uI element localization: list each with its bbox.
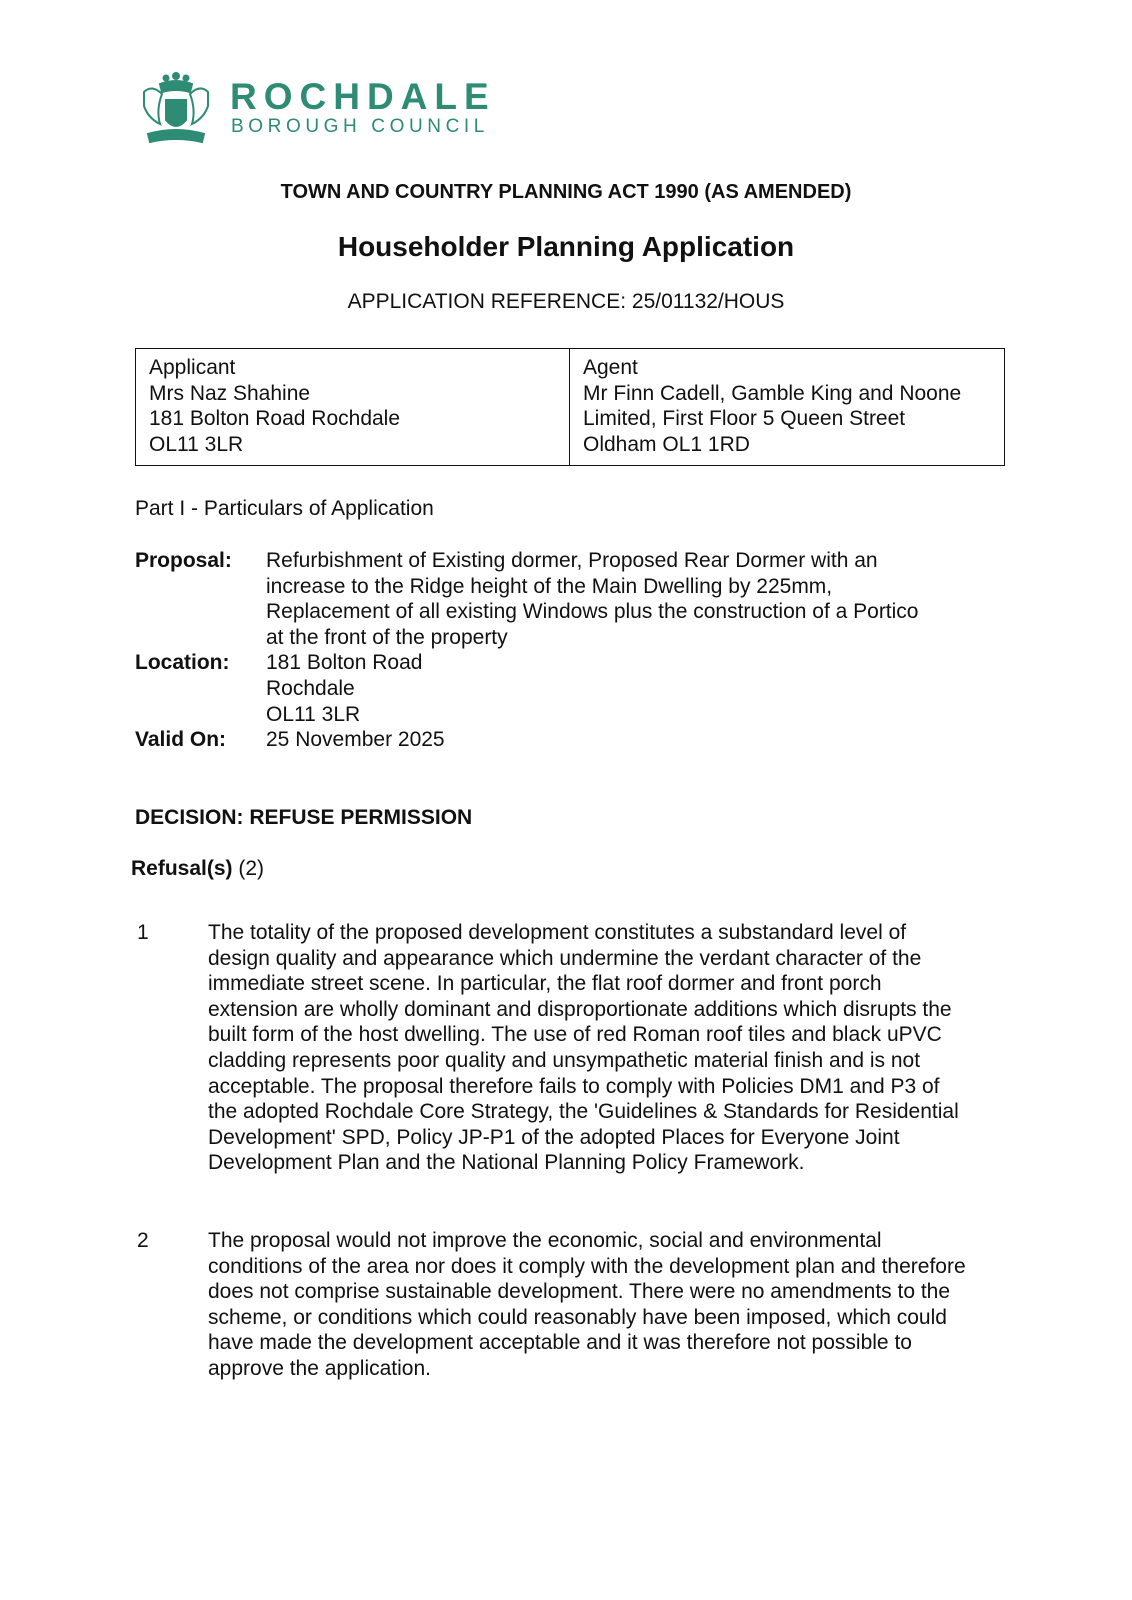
location-line: 181 Bolton Road	[266, 651, 423, 675]
logo-subtitle: BOROUGH COUNCIL	[231, 116, 489, 137]
proposal-label: Proposal:	[135, 549, 232, 572]
council-crest-logo	[140, 70, 212, 146]
agent-line: Limited, First Floor 5 Queen Street	[583, 407, 906, 431]
refusals-label: Refusal(s)	[131, 857, 233, 880]
act-heading: TOWN AND COUNTRY PLANNING ACT 1990 (AS AMENDED)	[280, 181, 852, 203]
applicant-name: Mrs Naz Shahine	[149, 381, 311, 405]
refusal-reason	[131, 920, 968, 1176]
logo-title: ROCHDALE	[230, 76, 496, 117]
agent-line: Mr Finn Cadell, Gamble King and Noone	[583, 381, 962, 405]
refusal-text: The totality of the proposed development constitutes a substandard level of design quality and appearance which undermine the verdant character of the immediate street scene. In particular, the flat roof dormer and front porch extension are wholly dominant and disproportionate additions which disrupts the built form of the host dwelling. The use of red Roman roof tiles and black uPVC cladding represents poor quality and unsympathetic material finish and is not acceptable. The proposal therefore fails to comply with Policies DM1 and P3 of the adopted Rochdale Core Strategy, the 'Guidelines & Standards for Residential Development' SPD, Policy JP-P1 of the adopted Places for Everyone Joint Development Plan and the National Planning Policy Framework.	[208, 921, 959, 1175]
application-reference: APPLICATION REFERENCE: 25/01132/HOUS	[347, 290, 785, 313]
valid-on-date: 25 November 2025	[266, 728, 445, 752]
refusals-count: (2)	[238, 857, 265, 880]
applicant-heading: Applicant	[149, 356, 236, 379]
refusals-heading	[131, 856, 264, 882]
refusal-number: 1	[137, 921, 149, 944]
applicant-address: 181 Bolton Road Rochdale	[149, 407, 401, 431]
agent-line: Oldham OL1 1RD	[583, 432, 750, 456]
applicant-postcode: OL11 3LR	[149, 432, 244, 456]
document-title: Householder Planning Application	[337, 231, 795, 262]
refusal-reason	[131, 1228, 968, 1382]
particulars-heading: Part I - Particulars of Application	[135, 497, 434, 520]
decision-heading: DECISION: REFUSE PERMISSION	[135, 806, 473, 829]
applicant-cell	[136, 349, 570, 465]
agent-cell	[570, 349, 974, 465]
agent-heading: Agent	[583, 356, 638, 379]
particulars-section	[135, 548, 935, 753]
refusal-number: 2	[137, 1229, 149, 1252]
location-label: Location:	[135, 651, 230, 675]
location-line: Rochdale	[266, 676, 355, 700]
location-line: OL11 3LR	[266, 702, 361, 726]
proposal-text: Refurbishment of Existing dormer, Proposed Rear Dormer with an increase to the Ridge height of the Main Dwelling by 225mm, Replacement of all existing Windows plus the construction of a Portico at the front of the property	[266, 549, 919, 649]
valid-on-label: Valid On:	[135, 728, 227, 752]
refusal-text: The proposal would not improve the economic, social and environmental conditions of the area nor does it comply with the development plan and therefore does not comprise sustainable development. There were no amendments to the scheme, or conditions which could reasonably have been imposed, which could have made the development acceptable and it was therefore not possible to approve the application.	[208, 1229, 966, 1380]
parties-table	[135, 348, 1005, 466]
